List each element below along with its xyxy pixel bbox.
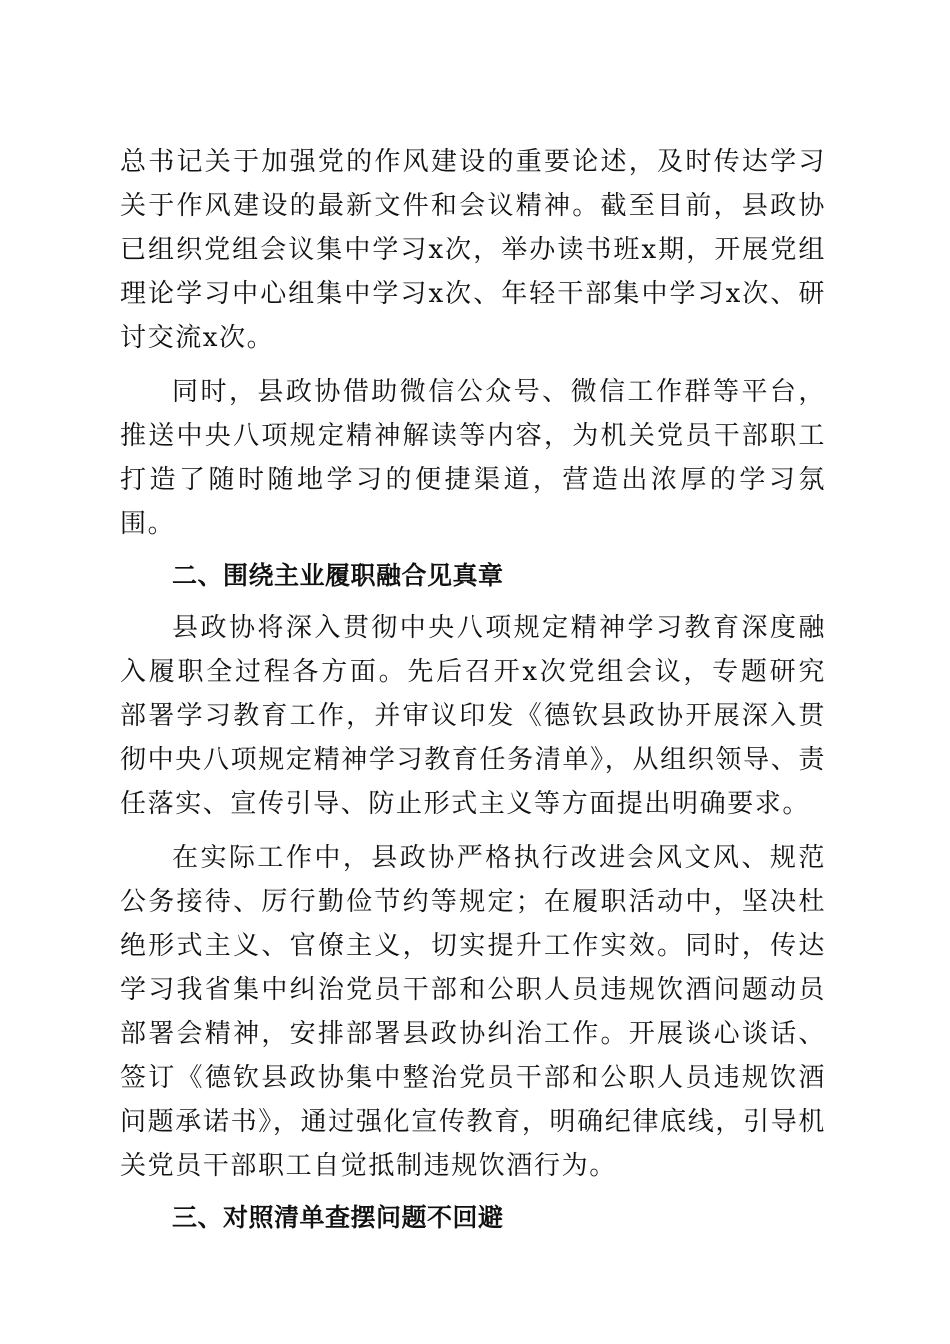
- paragraph-study-summary: 总书记关于加强党的作风建设的重要论述，及时传达学习关于作风建设的最新文件和会议精神。截至目前，县政协已组织党组会议集中学习x次，举办读书班x期，开展党组理论学习中心组集中学习x次、年轻干部集中学习x次、研讨交流x次。: [120, 147, 826, 353]
- section-heading-two: 二、围绕主业履职融合见真章: [172, 561, 504, 590]
- paragraph-online-learning: 同时，县政协借助微信公众号、微信工作群等平台，推送中央八项规定精神解读等内容，为机关党员干部职工打造了随时随地学习的便捷渠道，营造出浓厚的学习氛围。: [120, 377, 826, 539]
- paragraph-integration: 县政协将深入贯彻中央八项规定精神学习教育深度融入履职全过程各方面。先后召开x次党组会议，专题研究部署学习教育工作，并审议印发《德钦县政协开展深入贯彻中央八项规定精神学习教育任务清单》，从组织领导、责任落实、宣传引导、防止形式主义等方面提出明确要求。: [120, 613, 826, 819]
- paragraph-practical-work: 在实际工作中，县政协严格执行改进会风文风、规范公务接待、厉行勤俭节约等规定；在履职活动中，坚决杜绝形式主义、官僚主义，切实提升工作实效。同时，传达学习我省集中纠治党员干部和公职人员违规饮酒问题动员部署会精神，安排部署县政协纠治工作。开展谈心谈话、签订《德钦县政协集中整治党员干部和公职人员违规饮酒问题承诺书》，通过强化宣传教育，明确纪律底线，引导机关党员干部职工自觉抵制违规饮酒行为。: [120, 843, 826, 1181]
- section-heading-three: 三、对照清单查摆问题不回避: [172, 1203, 504, 1232]
- document-page: [120, 140, 826, 1248]
